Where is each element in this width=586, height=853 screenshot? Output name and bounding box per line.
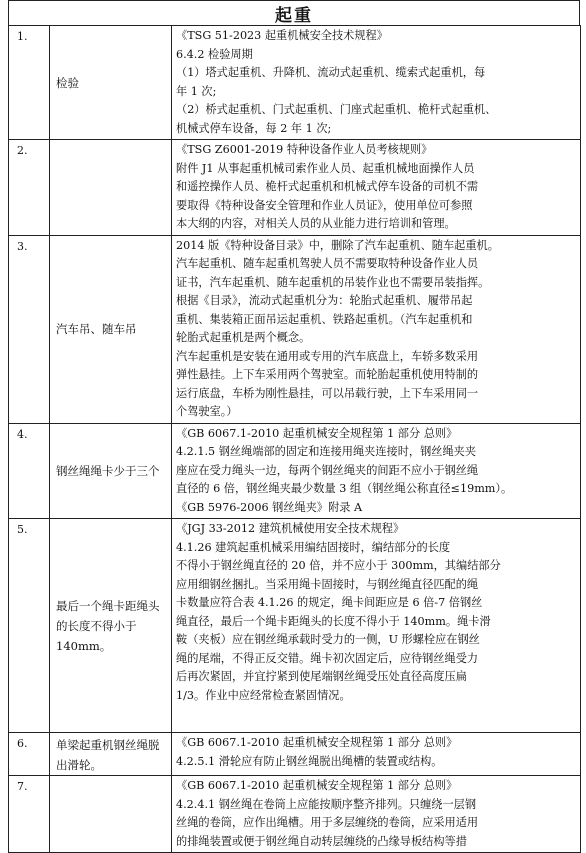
content-line: 根据《目录》，流动式起重机分为：轮胎式起重机、履带吊起 <box>176 294 473 307</box>
content-line: 4.2.5.1 滑轮应有防止钢丝绳脱出绳槽的装置或结构。 <box>176 754 443 768</box>
content-line: 个驾驶室。） <box>176 405 238 418</box>
content-line: 6.4.2 检验周期 <box>176 47 253 61</box>
content-line: 绳的尾端，不得正反交错。绳卡初次固定后，应待钢丝绳受力 <box>176 651 479 665</box>
content-line: 和遥控操作人员、桅杆式起重机和机械式停车设备的司机不需 <box>176 180 479 193</box>
row-number: 2. <box>9 140 50 236</box>
table-row <box>9 776 581 853</box>
content-line: 附件 J1 从事起重机械司索作业人员、起重机械地面操作人员 <box>176 161 475 175</box>
content-line: 卡数量应符合表 4.1.26 的规定，绳卡间距应是 6 倍-7 倍钢丝 <box>176 596 483 609</box>
row-content <box>172 26 581 140</box>
regulations-table <box>8 25 581 853</box>
content-line: 轮胎式起重机是两个概念。 <box>176 331 311 344</box>
content-line: 后再次紧固，并宜拧紧到使尾端钢丝绳受压处直径高度压扁 <box>176 670 467 683</box>
row-number: 4. <box>9 423 50 519</box>
content-line: 弹性悬挂。上下车采用两个驾驶室。而轮胎起重机使用特制的 <box>176 368 479 381</box>
table-row <box>9 733 581 776</box>
table-row <box>9 235 581 423</box>
row-number: 5. <box>9 519 50 733</box>
row-content <box>172 140 581 236</box>
content-line: （1）塔式起重机、升降机、流动式起重机、缆索式起重机，每 <box>176 66 486 79</box>
section-title-bar <box>8 0 580 25</box>
row-number: 1. <box>9 26 50 140</box>
row-subject: 单梁起重机钢丝绳脱出滑轮。 <box>50 733 172 776</box>
content-line: 机械式停车设备，每 2 年 1 次; <box>176 121 332 135</box>
row-number: 7. <box>9 776 50 853</box>
row-content <box>172 733 581 776</box>
content-line: 《GB 6067.1-2010 起重机械安全规程第 1 部分 总则》 <box>176 779 458 792</box>
table-row <box>9 140 581 236</box>
table-row <box>9 423 581 519</box>
row-subject: 检验 <box>50 26 172 140</box>
content-line: 直径的 6 倍，钢丝绳夹最少数量 3 组（钢丝绳公称直径≤19mm）。 <box>176 482 513 495</box>
content-line: 汽车起重机是安装在通用或专用的汽车底盘上，车轿多数采用 <box>176 349 479 363</box>
row-subject <box>50 140 172 236</box>
content-line: 运行底盘，车桥为刚性悬挂，可以吊载行驶，上下车采用同一 <box>176 386 479 400</box>
content-line: 汽车起重机、随车起重机驾驶人员不需要取特种设备作业人员 <box>176 257 479 270</box>
document-page <box>8 0 580 853</box>
content-line: 4.2.1.5 钢丝绳端部的固定和连接用绳夹连接时，钢丝绳夹夹 <box>176 445 477 458</box>
content-line: 《GB 6067.1-2010 起重机械安全规程第 1 部分 总则》 <box>176 426 458 440</box>
row-number: 3. <box>9 235 50 423</box>
content-line: 《GB 5976-2006 钢丝绳夹》附录 A <box>176 500 363 514</box>
row-subject: 钢丝绳绳卡少于三个 <box>50 423 172 519</box>
content-line: 《TSG 51-2023 起重机械安全技术规程》 <box>176 29 388 42</box>
row-subject: 最后一个绳卡距绳头的长度不得小于 140mm。 <box>50 519 172 733</box>
row-content <box>172 776 581 853</box>
content-line: 证书，汽车起重机、随车起重机的吊装作业也不需要吊装指挥。 <box>176 275 490 289</box>
content-line: 座应在受力绳头一边，每两个钢丝绳夹的间距不应小于钢丝绳 <box>176 463 479 477</box>
row-number: 6. <box>9 733 50 776</box>
content-line: 重机、集装箱正面吊运起重机、铁路起重机。（汽车起重机和 <box>176 312 473 326</box>
content-line: 1/3。作业中应经常检查紧固情况。 <box>176 688 351 702</box>
table-row <box>9 519 581 733</box>
content-line: 4.1.26 建筑起重机械采用编结固接时，编结部分的长度 <box>176 540 451 554</box>
content-line: 鞍（夹板）应在钢丝绳承载时受力的一侧，U 形螺栓应在钢丝 <box>176 633 480 646</box>
row-content <box>172 235 581 423</box>
content-line: 丝绳的卷筒，应作出绳槽。用于多层缠绕的卷筒，应采用适用 <box>176 816 479 829</box>
row-subject: 汽车吊、随车吊 <box>50 235 172 423</box>
section-title: 起重 <box>275 5 313 26</box>
content-line: 不得小于钢丝绳直径的 20 倍，并不应小于 300mm，其编结部分 <box>176 559 501 572</box>
content-line: 要取得《特种设备安全管理和作业人员证》，使用单位可参照 <box>176 198 473 212</box>
content-line: 4.2.4.1 钢丝绳在卷筒上应能按顺序整齐排列。只缠绕一层钢 <box>176 797 477 811</box>
content-line: 年 1 次; <box>176 84 217 98</box>
content-line: 本大纲的内容，对相关人员的从业能力进行培训和管理。 <box>176 217 456 230</box>
content-line: 的排绳装置或便于钢丝绳自动转层缠绕的凸缘导板结构等措 <box>176 834 467 848</box>
content-line: 《TSG Z6001-2019 特种设备作业人员考核规则》 <box>176 143 433 156</box>
row-content <box>172 519 581 733</box>
row-subject <box>50 776 172 853</box>
content-line: 应用细钢丝捆扎。当采用绳卡固接时，与钢丝绳直径匹配的绳 <box>176 577 479 591</box>
row-content <box>172 423 581 519</box>
content-line: （2）桥式起重机、门式起重机、门座式起重机、桅杆式起重机、 <box>176 103 497 116</box>
content-line: 2014 版《特种设备目录》中，删除了汽车起重机、随车起重机。 <box>176 238 499 252</box>
table-row <box>9 26 581 140</box>
content-line: 《GB 6067.1-2010 起重机械安全规程第 1 部分 总则》 <box>176 736 458 749</box>
content-line: 绳直径，最后一个绳卡距绳头的长度不得小于 140mm。绳卡滑 <box>176 614 491 628</box>
content-line: 《JGJ 33-2012 建筑机械使用安全技术规程》 <box>176 522 405 535</box>
